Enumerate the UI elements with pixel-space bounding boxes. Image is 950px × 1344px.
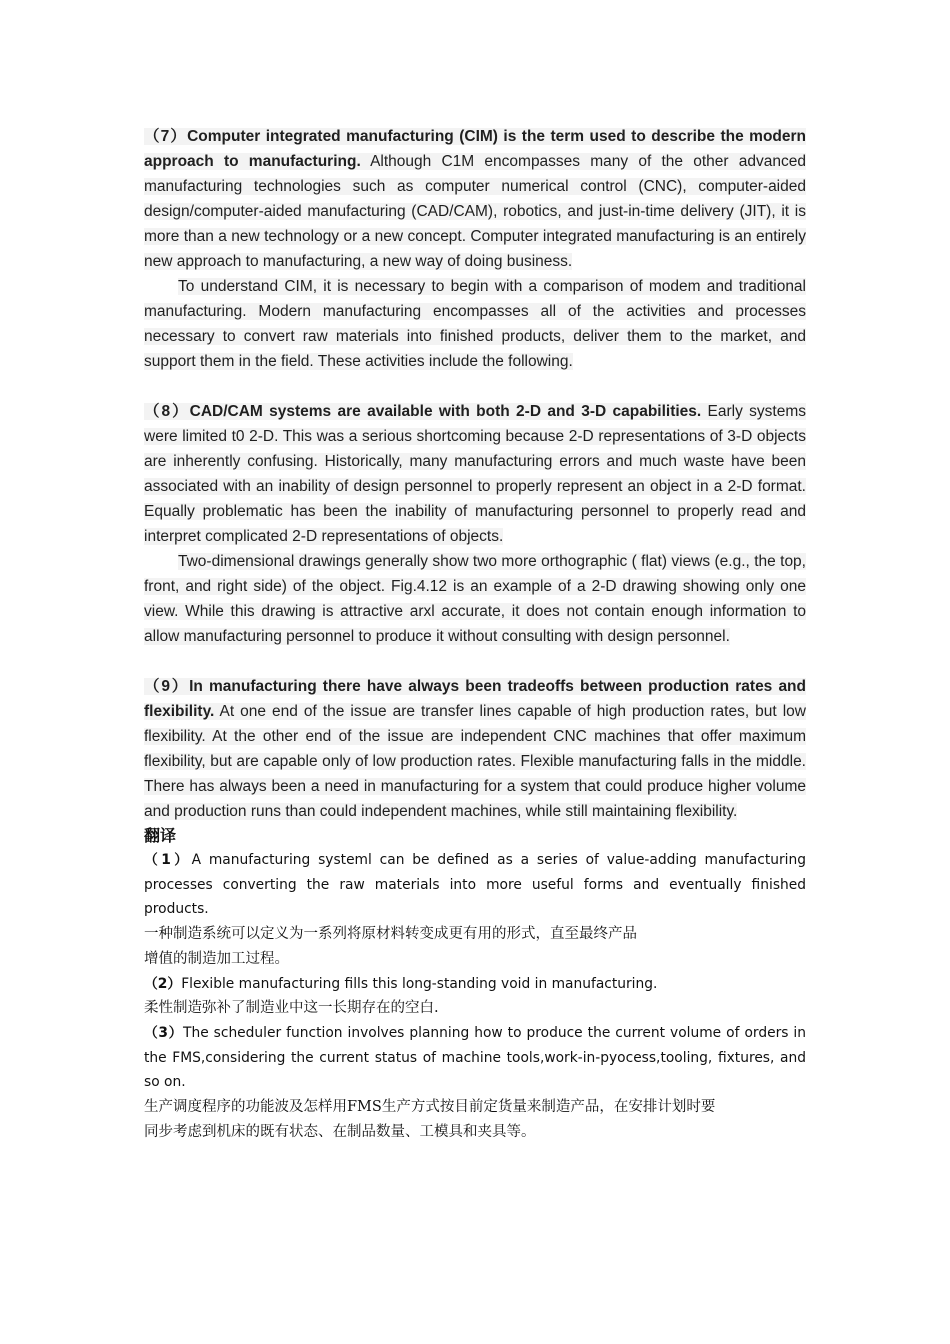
- section-8-paragraph-1: [144, 399, 806, 549]
- section-8-number: （8）: [144, 403, 190, 420]
- section-9-body: At one end of the issue are transfer lines capable of high production rates, but low flexibility. At the other end of the issue are independent CNC machines that offer maximum flexibility, but are capable only of low production rates. Flexible manufacturing falls in the middle. There has always been a need in manufacturing for a system that could produce higher volume and production runs than could independent machines, while still maintaining flexibility.: [144, 703, 806, 820]
- translation-item-1-chinese-line-2: 增值的制造加工过程。: [144, 950, 289, 967]
- translation-item-2-english: （2）Flexible manufacturing fills this long-standing void in manufacturing.: [144, 975, 658, 992]
- section-9-number: （9）: [144, 678, 190, 695]
- translation-item-1-chinese-line-1: 一种制造系统可以定义为一系列将原材料转变成更有用的形式，直至最终产品: [144, 925, 637, 942]
- translation-item-1-english: （1）A manufacturing systeml can be defined as a series of value-adding manufacturing processes converting the raw materials into more useful forms and eventually finished products.: [144, 852, 806, 917]
- section-7-number: （7）: [144, 128, 188, 145]
- section-7-paragraph-2: To understand CIM, it is necessary to begin with a comparison of modem and traditional manufacturing. Modern manufacturing encompasses all of the activities and processes necessary to convert raw materials into finished products, deliver them to the market, and support them in the field. These activities include the following.: [144, 278, 806, 370]
- section-8-paragraph-2: Two-dimensional drawings generally show two more orthographic ( flat) views (e.g., the top, front, and right side) of the object. Fig.4.12 is an example of a 2-D drawing showing only one view. While this drawing is attractive arxl accurate, it does not contain enough information to allow manufacturing personnel to produce it without consulting with design personnel.: [144, 553, 806, 645]
- section-7-lead: Computer integrated manufacturing (CIM) is the term used to describe the modern approach to manufacturing.: [144, 128, 807, 170]
- translation-item-3-english: （3）The scheduler function involves planning how to produce the current volume of orders in the FMS,considering the current status of machine tools,work-in-pyocess,tooling, fixtures, and so on.: [144, 1025, 806, 1090]
- section-8-body: Early systems were limited t0 2-D. This was a serious shortcoming because 2-D representations of 3-D objects are inherently confusing. Historically, many manufacturing errors and much waste have been associated with an inability of design personnel to properly represent an object in a 2-D format. Equally problematic has been the inability of manufacturing personnel to properly read and interpret complicated 2-D representations of objects.: [144, 403, 806, 545]
- section-7-paragraph-1: [144, 124, 806, 274]
- section-9-lead: In manufacturing there have always been tradeoffs between production rates and flexibility.: [144, 678, 806, 720]
- section-9-paragraph-1: [144, 674, 806, 824]
- section-7-body: Although C1M encompasses many of the other advanced manufacturing technologies such as computer numerical control (CNC), computer-aided design/computer-aided manufacturing (CAD/CAM), robotics, and just-in-time delivery (JIT), it is more than a new technology or a new concept. Computer integrated manufacturing is an entirely new approach to manufacturing, a new way of doing business.: [144, 153, 806, 270]
- translation-heading: 翻译: [144, 826, 177, 845]
- translation-item-3-chinese-line-2: 同步考虑到机床的既有状态、在制品数量、工模具和夹具等。: [144, 1123, 536, 1140]
- document-body: [144, 124, 806, 1145]
- section-8-lead: CAD/CAM systems are available with both 2-D and 3-D capabilities.: [189, 403, 702, 420]
- translation-item-3-chinese-line-1: 生产调度程序的功能波及怎样用FMS生产方式按目前定货量来制造产品，在安排计划时要: [144, 1098, 716, 1115]
- translation-item-2-chinese: 柔性制造弥补了制造业中这一长期存在的空白.: [144, 1000, 439, 1016]
